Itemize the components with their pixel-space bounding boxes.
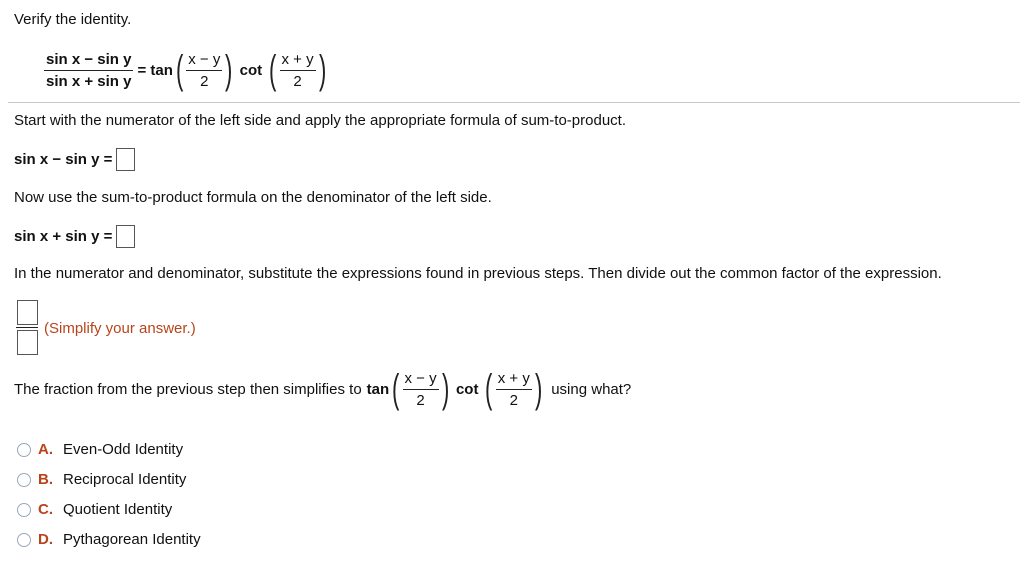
step4-suffix: using what? [551, 380, 632, 398]
half-difference-numerator: x − y [186, 51, 222, 71]
step4-frac2-denominator: 2 [509, 391, 518, 409]
option-c-letter: C. [38, 501, 53, 518]
right-paren: ) [225, 48, 233, 92]
step1-label: sin x − sin y = [14, 151, 113, 168]
identity-equation [44, 50, 329, 90]
step4-frac1-denominator: 2 [416, 391, 425, 409]
left-paren: ( [485, 367, 493, 411]
lhs-numerator: sin x − sin y [44, 51, 133, 71]
left-paren: ( [392, 367, 400, 411]
step2-text: Now use the sum-to-product formula on the denominator of the left side. [14, 189, 492, 206]
left-paren: ( [269, 48, 277, 92]
step1-text: Start with the numerator of the left side and apply the appropriate formula of sum-to-product. [14, 112, 626, 129]
lhs-fraction [44, 51, 133, 90]
step4-half-sum-fraction [496, 370, 532, 409]
half-difference-fraction [186, 51, 222, 90]
step1-answer-row [14, 148, 135, 171]
lhs-denominator: sin x + sin y [46, 72, 132, 90]
half-sum-numerator: x + y [280, 51, 316, 71]
radio-b[interactable] [17, 473, 31, 487]
step4-half-difference-fraction [403, 370, 439, 409]
option-b[interactable] [17, 471, 186, 488]
option-a[interactable] [17, 441, 183, 458]
instruction-text: Verify the identity. [14, 11, 132, 28]
option-c-label[interactable]: Quotient Identity [63, 501, 173, 518]
step4-frac1-numerator: x − y [403, 370, 439, 390]
divider [8, 102, 1020, 103]
fraction-denominator-box[interactable] [17, 330, 38, 355]
denominator-answer-box[interactable] [116, 225, 135, 248]
numerator-answer-box[interactable] [116, 148, 135, 171]
option-c[interactable] [17, 501, 172, 518]
right-paren: ) [534, 367, 543, 411]
option-a-letter: A. [38, 441, 53, 458]
option-b-letter: B. [38, 471, 53, 488]
radio-d[interactable] [17, 533, 31, 547]
step2-answer-row [14, 225, 135, 248]
cot-label: cot [239, 61, 263, 79]
step4-frac2-numerator: x + y [496, 370, 532, 390]
fraction-bar [16, 327, 38, 328]
half-sum-fraction [280, 51, 316, 90]
step4-cot: cot [455, 380, 479, 398]
step4-question [14, 369, 631, 409]
option-d-letter: D. [38, 531, 53, 548]
radio-a[interactable] [17, 443, 31, 457]
option-d[interactable] [17, 531, 201, 548]
left-paren: ( [175, 48, 184, 92]
half-difference-denominator: 2 [200, 72, 209, 90]
right-paren: ) [318, 48, 326, 92]
step2-label: sin x + sin y = [14, 228, 113, 245]
option-d-label[interactable]: Pythagorean Identity [63, 531, 201, 548]
fraction-numerator-box[interactable] [17, 300, 38, 325]
option-b-label[interactable]: Reciprocal Identity [63, 471, 187, 488]
simplify-hint: (Simplify your answer.) [44, 320, 196, 337]
fraction-answer-input [16, 300, 38, 354]
half-sum-denominator: 2 [293, 72, 302, 90]
step3-text: In the numerator and denominator, substitute the expressions found in previous steps. Then divide out the common factor of the expression. [14, 265, 942, 282]
equals-tan: = tan [137, 61, 173, 79]
radio-c[interactable] [17, 503, 31, 517]
right-paren: ) [441, 367, 449, 411]
option-a-label[interactable]: Even-Odd Identity [63, 441, 184, 458]
step4-tan: tan [366, 380, 390, 398]
step4-prefix: The fraction from the previous step then simplifies to [14, 380, 362, 398]
